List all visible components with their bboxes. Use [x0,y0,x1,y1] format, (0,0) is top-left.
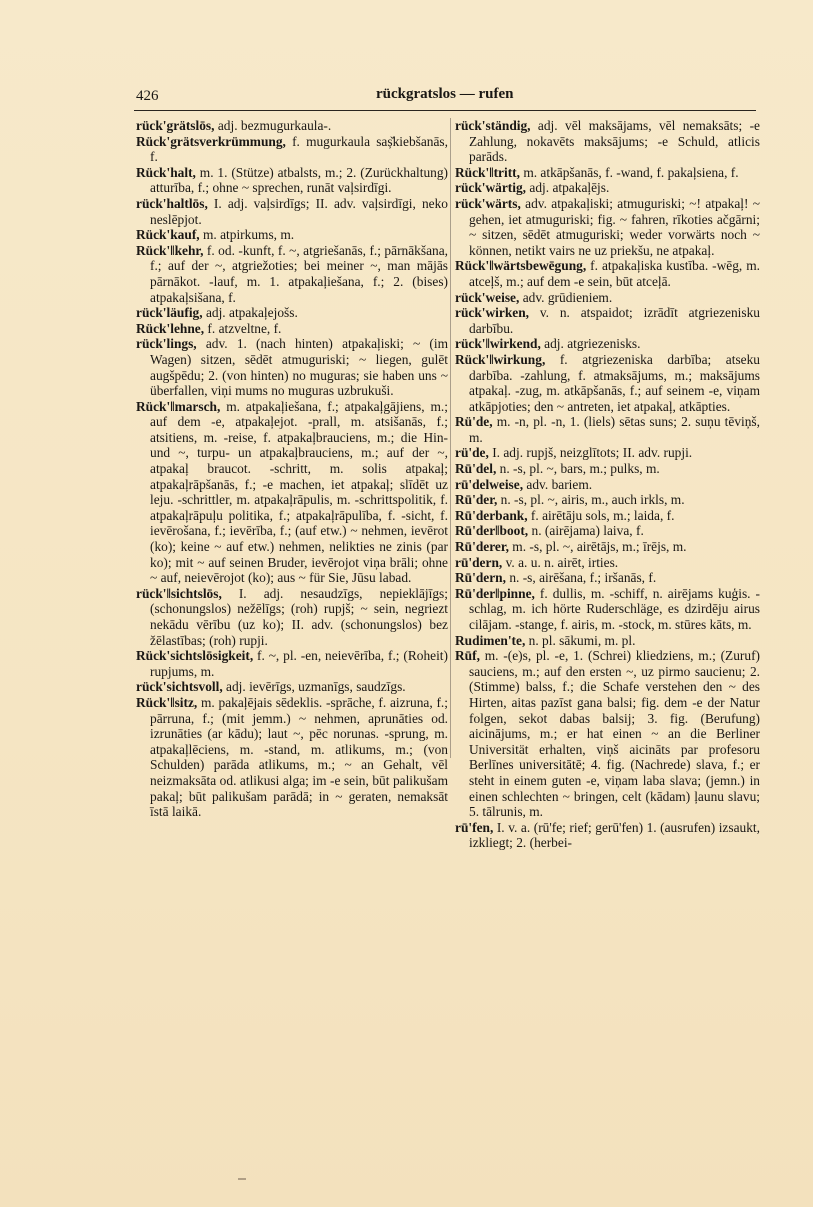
entry-definition: adv. 1. (nach hinten) atpakaļiski; ~ (im Wagen) sitzen, sēdēt atmuguriski; ~ liegen, gulēt augšpēdu; 2. (von hinten) no muguras; sie haben uns ~ überfallen, viņi mums no muguras uzbrukuši. [150,336,448,399]
entry-headword: rück'ständig, [455,118,531,133]
dictionary-entry [136,305,448,321]
entry-definition: f. atpakaļiska kustība. -wēg, m. atceļš, m.; auf dem -e sein, būt atceļā. [469,258,760,289]
entry-headword: rück'wirken, [455,305,530,321]
dictionary-entry [455,477,760,493]
dictionary-entry [455,305,760,336]
dictionary-entry [136,695,448,820]
dictionary-entry [136,165,448,196]
entry-definition: f. mugurkaula saș̌kiebšanās, f. [150,133,448,165]
entry-definition: m. atkāpšanās, f. -wand, f. pakaļsiena, f. [519,164,739,180]
entry-definition: m. 1. (Stütze) atbalsts, m.; 2. (Zurückhaltung) atturība, f.; ohne ~ sprechen, runāt vaļsirdīgi. [150,164,448,196]
entry-definition: m. -(e)s, pl. -e, 1. (Schrei) kliedziens, m.; (Zuruf) sauciens, m.; auf den ersten ~, uz pirmo saucienu; 2. (Stimme) balss, f.; die Schafe verstehen den ~ des Hirten, aitas pazīst gana balsi; fig. dem -e der Natur folgen, sekot dabas balsij; 3. fig. (Berufung) aicinājums, m.; er hat einen ~ an die Berliner Universität erhalten, viņš aicināts par profesoru Berlīnes universitātē; 4. fig. (Nachrede) slava, f.; er steht in einem guten -e, viņam laba slava; (jemn.) in einen schlechten ~ bringen, celt (kādam) ļaunu slavu; 5. tālrunis, m. [469,648,760,820]
entry-definition: adj. atpakaļejošs. [202,305,298,321]
entry-headword: Rück'‖wärtsbewēgung, [455,258,587,274]
entry-headword: rück'lings, [136,336,197,352]
dictionary-entry [455,523,760,539]
entry-headword: rück'‖wirkend, [455,336,541,352]
dictionary-entry [455,586,760,633]
left-column [136,118,448,820]
entry-headword: Rück'kauf, [136,227,200,243]
dictionary-entry [136,134,448,165]
entry-headword: Rū'der‖boot, [455,523,529,539]
entry-headword: Rū'del, [455,461,497,477]
dictionary-entry [455,414,760,445]
entry-headword: rū'fen, [455,819,494,835]
entry-definition: m. -n, pl. -n, 1. (liels) sētas suns; 2. suņu tēviņš, m. [469,414,760,445]
entry-headword: Rück'sichtslōsigkeit, [136,648,254,664]
entry-definition: n. (airējama) laiva, f. [528,523,644,539]
dictionary-entry [136,196,448,227]
entry-headword: rück'grätslōs, [136,118,215,133]
dictionary-entry [136,321,448,337]
dictionary-entry [455,352,760,414]
print-mark [238,1178,246,1180]
entry-headword: Rü'de, [455,414,493,430]
dictionary-entry [455,555,760,571]
entry-definition: adj. bezmugurkaula-. [214,118,332,133]
running-head: rückgratslos — rufen [376,86,514,102]
dictionary-entry [455,492,760,508]
entry-definition: I. v. a. (rū'fe; rief; gerū'fen) 1. (ausrufen) izsaukt, izkliegt; 2. (herbei- [469,819,760,851]
entry-headword: Rū'dern, [455,570,506,586]
entry-headword: Rück'‖wirkung, [455,351,546,367]
page-number: 426 [136,88,159,104]
entry-headword: rū'dern, [455,554,503,570]
entry-headword: Rück'‖sitz, [136,694,198,710]
entry-headword: Rudimen'te, [455,632,526,648]
entry-headword: rück'läufig, [136,305,203,321]
entry-definition: f. od. -kunft, f. ~, atgriešanās, f.; pārnākšana, f.; auf der ~, atgriežoties; bei meiner ~, man mājās pārnākot. -lauf, m. 1. atpakaļiešana, f.; 2. (bises) atpakaļsišana, f. [150,242,448,305]
entry-definition: adj. atgriezenisks. [540,336,641,352]
entry-headword: Rück'halt, [136,164,196,180]
dictionary-entry [136,679,448,695]
entry-headword: Rück'‖marsch, [136,398,221,414]
entry-definition: m. atpakaļiešana, f.; atpakaļgājiens, m.; auf dem -e, atpakaļejot. -prall, m. atsišanās, f.; atsitiens, m. -reise, f. atpakaļbrauciens, m.; die Hin- und ~, turpu- un atpakaļbrauciens, m.; auf der ~, atpakaļ braucot. -schritt, m. solis atpakaļ; atpakaļrāpšanās, f.; -e machen, iet atpakaļ; slīdēt uz leju. -schrittler, m. atpakaļrāpulis, m. -schrittspolitik, f. atpakaļrāpuļu politika, f.; atpakaļrāpulība, f. -sicht, f. ievērošana, f.; ievērība, f.; (auf etw.) ~ nehmen, ievērot (ko); keine ~ auf etw.) nehmen, nelikties ne zinis (par ko); mit ~ auf seinen Bruder, ievērojot viņa brāli; ohne ~ auf, neievērojot (ko); aus ~ für Sie, Jūsu labad. [150,398,448,586]
entry-headword: Rū'derbank, [455,507,528,523]
entry-headword: Rū'der‖pinne, [455,585,535,601]
dictionary-entry [455,118,760,165]
entry-headword: Rück'grätsverkrümmung, [136,133,286,149]
dictionary-entry [455,648,760,820]
dictionary-entry [136,586,448,648]
dictionary-entry [136,227,448,243]
page-header [136,86,756,110]
dictionary-entry [455,196,760,258]
dictionary-entry [455,461,760,477]
dictionary-entry [455,820,760,851]
dictionary-entry [455,290,760,306]
dictionary-entry [136,336,448,398]
entry-definition: adv. grūdieniem. [519,289,613,305]
entry-headword: rü'de, [455,445,489,461]
entry-definition: adj. atpakaļējs. [526,180,610,196]
entry-headword: Rū'derer, [455,539,509,555]
right-column [455,118,760,851]
entry-headword: rū'delweise, [455,476,524,492]
dictionary-entry [455,508,760,524]
entry-definition: I. adj. vaļsirdīgs; II. adv. vaļsirdīgi, neko neslēpjot. [150,195,448,227]
entry-headword: Rū'der, [455,492,498,508]
dictionary-entry [136,399,448,586]
dictionary-entry [455,336,760,352]
dictionary-entry [455,165,760,181]
entry-definition: adv. atpakaļiski; atmuguriski; ~! atpakaļ! ~ gehen, iet atmuguriski; fig. ~ fahren, rīkoties ačgārni; ~ sitzen, sēdēt atmuguriski; weder vorwärts noch ~ können, netikt vairs ne uz priekšu, ne atpakaļ. [469,195,760,258]
dictionary-entry [455,445,760,461]
dictionary-entry [455,258,760,289]
dictionary-entry [136,243,448,305]
entry-definition: adj. ievērīgs, uzmanīgs, saudzīgs. [222,679,406,695]
dictionary-entry [455,633,760,649]
entry-headword: rück'weise, [455,289,520,305]
dictionary-entry [136,648,448,679]
entry-definition: f. atgriezeniska darbība; atseku darbība. -zahlung, f. atmaksājums, m.; maksājums atpakaļ. -zug, m. atkāpšanās, f.; auf seinem -e, viņam atkāpjoties; den ~ antreten, iet atpakaļ, atkāpties. [469,351,760,414]
entry-definition: m. pakaļējais sēdeklis. -sprāche, f. aizruna, f.; pārruna, f.; (mit jemm.) ~ nehmen, aprunāties od. izrunāties (ar kādu); laut ~, pēc norunas. -sprung, m. atpakaļlēciens, m. -stand, m. atlikums, m.; (von Schulden) parāda atlikums, m.; ~ an Gehalt, vēl neizmaksāta od. atlikusi alga; im -e sein, būt palikušam pakaļ; būt palikušam parādā; in ~ geraten, nemaksāt īstā laikā. [150,694,448,820]
dictionary-entry [136,118,448,134]
entry-headword: rück'wärtig, [455,180,527,196]
entry-definition: v. n. atspaidot; izrādīt atgriezenisku darbību. [469,305,760,336]
entry-definition: f. atzveltne, f. [204,320,282,336]
entry-definition: f. airētāju sols, m.; laida, f. [527,507,675,523]
entry-headword: Rūf, [455,648,480,664]
dictionary-entry [455,539,760,555]
dictionary-entry [455,570,760,586]
entry-definition: n. pl. sākumi, m. pl. [525,632,636,648]
entry-definition: n. -s, pl. ~, airis, m., auch irkls, m. [497,492,685,508]
entry-headword: rück'wärts, [455,195,521,211]
entry-headword: rück'‖sichtslōs, [136,585,222,601]
entry-definition: f. ~, pl. -en, neievērība, f.; (Roheit) rupjums, m. [150,648,448,679]
entry-definition: m. -s, pl. ~, airētājs, m.; īrējs, m. [508,539,687,555]
entry-definition: v. a. u. n. airēt, irties. [502,554,619,570]
entry-definition: n. -s, pl. ~, bars, m.; pulks, m. [496,461,660,477]
entry-headword: rück'sichtsvoll, [136,679,223,695]
entry-definition: adv. bariem. [523,476,593,492]
entry-definition: n. -s, airēšana, f.; iršanās, f. [505,570,657,586]
dictionary-entry [455,180,760,196]
entry-definition: I. adj. rupjš, neizglītots; II. adv. rupji. [488,445,693,461]
entry-definition: f. dullis, m. -schiff, n. airējams kuģis. -schlag, m. ich hörte Ruderschläge, es dzirdēju airus cilājam. -stange, f. airis, m. -stock, m. stūres kāts, m. [469,585,760,632]
entry-headword: Rück'‖kehr, [136,242,204,258]
entry-definition: adj. vēl maksājams, vēl nemaksāts; -e Zahlung, nokavēts maksājums; -e Schuld, atlicis parāds. [469,118,760,165]
entry-definition: I. adj. nesaudzīgs, nepieklājīgs; (schonungslos) nežēlīgs; (roh) rupjš; ~ sein, negriezt nekādu vērību (uz ko); II. adv. (schonungslos) bez žēlastības; (roh) rupji. [150,585,448,648]
header-rule [134,110,756,111]
entry-headword: Rück'‖tritt, [455,164,520,180]
entry-headword: Rück'lehne, [136,320,205,336]
entry-definition: m. atpirkums, m. [199,227,295,243]
entry-headword: rück'haltlōs, [136,195,208,211]
column-divider [450,118,451,758]
